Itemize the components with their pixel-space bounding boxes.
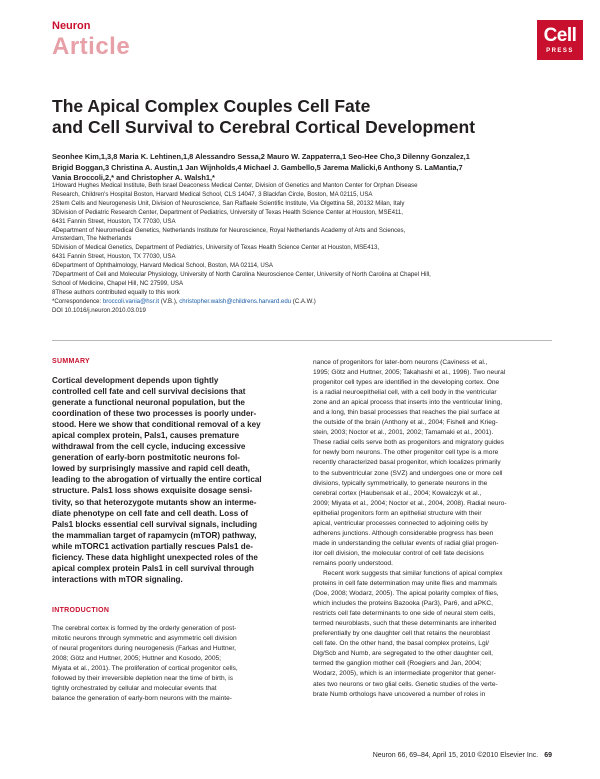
- text-line: restricts cell fate determinants to one side of neural stem cells,: [313, 610, 496, 618]
- text-line: 2009; Miyata et al., 2004; Noctor et al., 2004, 2008). Radial neuro-: [313, 499, 507, 507]
- correspondence-initials: (V.B.),: [159, 297, 180, 305]
- text-line: of neural progenitors during neurogenesis (Farkas and Huttner,: [52, 644, 237, 652]
- text-line: divisions, typically symmetrically, to generate neurons in the: [313, 479, 488, 487]
- text-line: apical complex protein Pals1 in cell survival through: [52, 563, 254, 573]
- doi: DOI 10.1016/j.neuron.2010.03.019: [52, 306, 146, 314]
- introduction-heading: INTRODUCTION: [52, 606, 110, 614]
- text-line: Miyata et al., 2001). The proliferation of cortical progenitor cells,: [52, 665, 238, 673]
- text-line: progenitor cell types are identified in the developing cortex. One: [313, 379, 500, 387]
- text-line: adherens junctions. Although considerable progress has been: [313, 529, 494, 537]
- affiliation-line: 6431 Fannin Street, Houston, TX 77030, USA: [52, 217, 176, 225]
- text-line: cerebral cortex (Haubensak et al., 2004; Kowalczyk et al.,: [313, 489, 482, 497]
- text-line: generate a functional neuronal population, but the: [52, 398, 245, 408]
- text-line: for newly born neurons. The other progenitor cell type is a more: [313, 449, 499, 457]
- text-line: mitotic neurons through symmetric and asymmetric cell division: [52, 634, 237, 642]
- affiliation-line: 6431 Fannin Street, Houston, TX 77030, USA: [52, 253, 176, 261]
- text-line: to the subventricular zone (SVZ) and undergoes one or more cell: [313, 469, 503, 477]
- correspondence-initials: (C.A.W.): [291, 297, 316, 305]
- text-line: zone and an apical process that inserts into the ventricular lining,: [313, 399, 503, 407]
- text-line: tightly orchestrated by cellular and molecular events that: [52, 685, 217, 693]
- text-line: interactions with mTOR signaling.: [52, 574, 183, 584]
- text-line: balance the generation of early-born neurons with the mainte-: [52, 695, 232, 703]
- header-divider: [52, 340, 552, 341]
- title-line: and Cell Survival to Cerebral Cortical Development: [52, 117, 476, 137]
- email-link-walsh[interactable]: christopher.walsh@childrens.harvard.edu: [179, 297, 292, 305]
- text-line: termed the ganglion mother cell (Roegiers and Jan, 2004;: [313, 660, 482, 668]
- text-line: 2008; Götz and Huttner, 2005; Huttner and Kosodo, 2005;: [52, 655, 221, 663]
- text-line: the outside of the brain (Anthony et al., 2004; Fishell and Krieg-: [313, 419, 498, 427]
- text-line: apical complex protein, Pals1, causes premature: [52, 431, 240, 441]
- text-line: ficiency. These data highlight unexpected roles of the: [52, 552, 258, 562]
- text-line: generation of early-born postmitotic neurons fol-: [52, 453, 240, 463]
- affiliations: [52, 182, 552, 316]
- affiliation-line: 8These authors contributed equally to this work: [52, 288, 180, 296]
- text-line: coordination of these two processes is poorly under-: [52, 409, 257, 419]
- text-line: ates two neurons or two glial cells. Genetic studies of the verte-: [313, 680, 498, 688]
- affiliation-line: 6Department of Ophthalmology, Harvard Medical School, Boston, MA 02114, USA: [52, 262, 273, 270]
- text-line: structure. Pals1 loss shows exquisite dosage sensi-: [52, 486, 253, 496]
- text-line: is a radial neuroepithelial cell, with a cell body in the ventricular: [313, 389, 497, 397]
- right-column: [313, 358, 555, 700]
- text-line: followed by their irreversible depletion near the time of birth, is: [52, 675, 234, 683]
- journal-name: Neuron: [52, 20, 91, 32]
- footer-citation: Neuron 66, 69–84, April 15, 2010 ©2010 Elsevier Inc.: [372, 752, 539, 759]
- author-line: Seonhee Kim,1,3,8 Maria K. Lehtinen,1,8 Alessandro Sessa,2 Mauro W. Zappaterra,1 Seo-Hee Cho,3 Dilenny Gonzalez,1: [52, 152, 470, 161]
- text-line: tivity, so that heterozygote mutants show an interme-: [52, 497, 257, 507]
- page-number: 69: [544, 752, 552, 759]
- text-line: made in understanding the cellular events of radial glial progen-: [313, 539, 499, 547]
- text-line: remains poorly understood.: [313, 559, 393, 567]
- text-line: Wodarz, 2005), which is an intermediate progenitor that gener-: [313, 670, 496, 678]
- correspondence-label: *Correspondence:: [52, 297, 103, 305]
- title-line: The Apical Complex Couples Cell Fate: [52, 96, 371, 116]
- text-line: recently characterized basal progenitor, which localizes primarily: [313, 459, 501, 467]
- text-line: (Doe, 2008; Wodarz, 2005). The apical polarity complex of flies,: [313, 590, 499, 598]
- affiliation-line: 5Division of Medical Genetics, Department of Pediatrics, University of Texas Health Science Center at Houston, MSE413,: [52, 244, 380, 252]
- affiliation-line: Research, Children's Hospital Boston, Harvard Medical School, CLS 14047, 3 Blackfan Circle, Boston, MA 02115, USA: [52, 190, 373, 198]
- introduction-text: [52, 624, 296, 704]
- cell-press-logo: [537, 20, 583, 60]
- text-line: lowed by surprisingly massive and rapid cell death,: [52, 464, 250, 474]
- text-line: withdrawal from the cell cycle, inducing excessive: [52, 442, 246, 452]
- text-line: diate phenotype on cell fate and cell death. Loss of: [52, 508, 249, 518]
- body-text: [313, 358, 555, 700]
- correspondence: [52, 298, 552, 307]
- text-line: which includes the proteins Bazooka (Par3), Par6, and aPKC,: [313, 600, 493, 608]
- page-footer: [360, 752, 552, 759]
- text-line: proteins in cell fate determination may unite flies and mammals: [313, 580, 497, 588]
- text-line: Dlg/Scb and Numb, are segregated to the other daughter cell,: [313, 650, 493, 658]
- text-line: 1995; Götz and Huttner, 2005; Takahashi et al., 1996). Two neural: [313, 369, 506, 377]
- text-line: leading to the abrogation of virtually the entire cortical: [52, 475, 262, 485]
- affiliation-line: 2Stem Cells and Neurogenesis Unit, Division of Neuroscience, San Raffaele Scientific Institute, Via Olgettina 58, 20132 Milan, Italy: [52, 199, 405, 207]
- summary-text: [52, 375, 296, 585]
- text-line: cell fate. On the other hand, the basal complex proteins, Lgl/: [313, 640, 489, 648]
- text-line: brate Numb orthologs have uncovered a number of roles in: [313, 690, 486, 698]
- text-line: These radial cells serve both as progenitors and migratory guides: [313, 439, 504, 447]
- affiliation-line: 4Department of Neuromedical Genetics, Netherlands Institute for Neuroscience, Royal Netherlands Academy of Arts and Sciences,: [52, 226, 406, 234]
- affiliation-line: Amsterdam, The Netherlands: [52, 235, 132, 243]
- article-title: [52, 96, 552, 138]
- text-line: termed neuroblasts, such that these determinants are inherited: [313, 620, 497, 628]
- affiliation-line: School of Medicine, Chapel Hill, NC 27599, USA: [52, 279, 184, 287]
- text-line: while mTORC1 activation partially rescues Pals1 de-: [52, 541, 253, 551]
- text-line: preferentially by one daughter cell that retains the neuroblast: [313, 630, 491, 638]
- text-line: nance of progenitors for later-born neurons (Caviness et al.,: [313, 359, 488, 366]
- left-column: [52, 358, 296, 704]
- summary-heading: SUMMARY: [52, 358, 91, 365]
- text-line: The cerebral cortex is formed by the orderly generation of post-: [52, 624, 237, 632]
- text-line: controlled cell fate and cell survival decisions that: [52, 387, 246, 397]
- affiliation-line: 1Howard Hughes Medical Institute, Beth Israel Deaconess Medical Center, Division of Genetics and Manton Center for Orphan Disease: [52, 182, 418, 189]
- email-link-broccoli[interactable]: broccoli.vania@hsr.it: [102, 297, 160, 305]
- text-line: stood. Here we show that conditional removal of a key: [52, 420, 261, 430]
- text-line: stein, 2003; Noctor et al., 2001, 2002; Tamamaki et al., 2001).: [313, 429, 494, 437]
- affiliation-line: 3Division of Pediatric Research Center, Department of Pediatrics, University of Texas Health Science Center at Houston, MSE411,: [52, 208, 404, 216]
- author-list: [52, 152, 552, 184]
- text-line: Recent work suggests that similar functions of apical complex: [323, 569, 503, 577]
- author-line: Brigid Boggan,3 Christina A. Austin,1 Jan Wijnholds,4 Michael J. Gambello,5 Jarema Malicki,6 Anthony S. LaMantia,7: [52, 162, 463, 172]
- author-line: Vania Broccoli,2,* and Christopher A. Walsh1,*: [52, 173, 215, 182]
- text-line: itor cell division, the molecular control of cell fate decisions: [313, 549, 484, 557]
- text-line: Cortical development depends upon tightly: [52, 376, 219, 385]
- text-line: and a long, thin basal processes that reaches the pial surface at: [313, 409, 500, 417]
- logo-main-text: Cell: [543, 25, 577, 46]
- text-line: epithelial progenitors form an epithelial structure with their: [313, 509, 482, 517]
- text-line: apical, ventricular processes connected to adjoining cells by: [313, 519, 488, 527]
- article-type: Article: [52, 33, 131, 60]
- logo-sub-text: PRESS: [546, 48, 574, 54]
- affiliation-line: 7Department of Cell and Molecular Physiology, University of North Carolina Neuroscience Center, University of North Carolina at Chapel Hill,: [52, 271, 431, 279]
- text-line: the mammalian target of rapamycin (mTOR) pathway,: [52, 530, 257, 540]
- text-line: Pals1 blocks essential cell survival signals, including: [52, 519, 258, 529]
